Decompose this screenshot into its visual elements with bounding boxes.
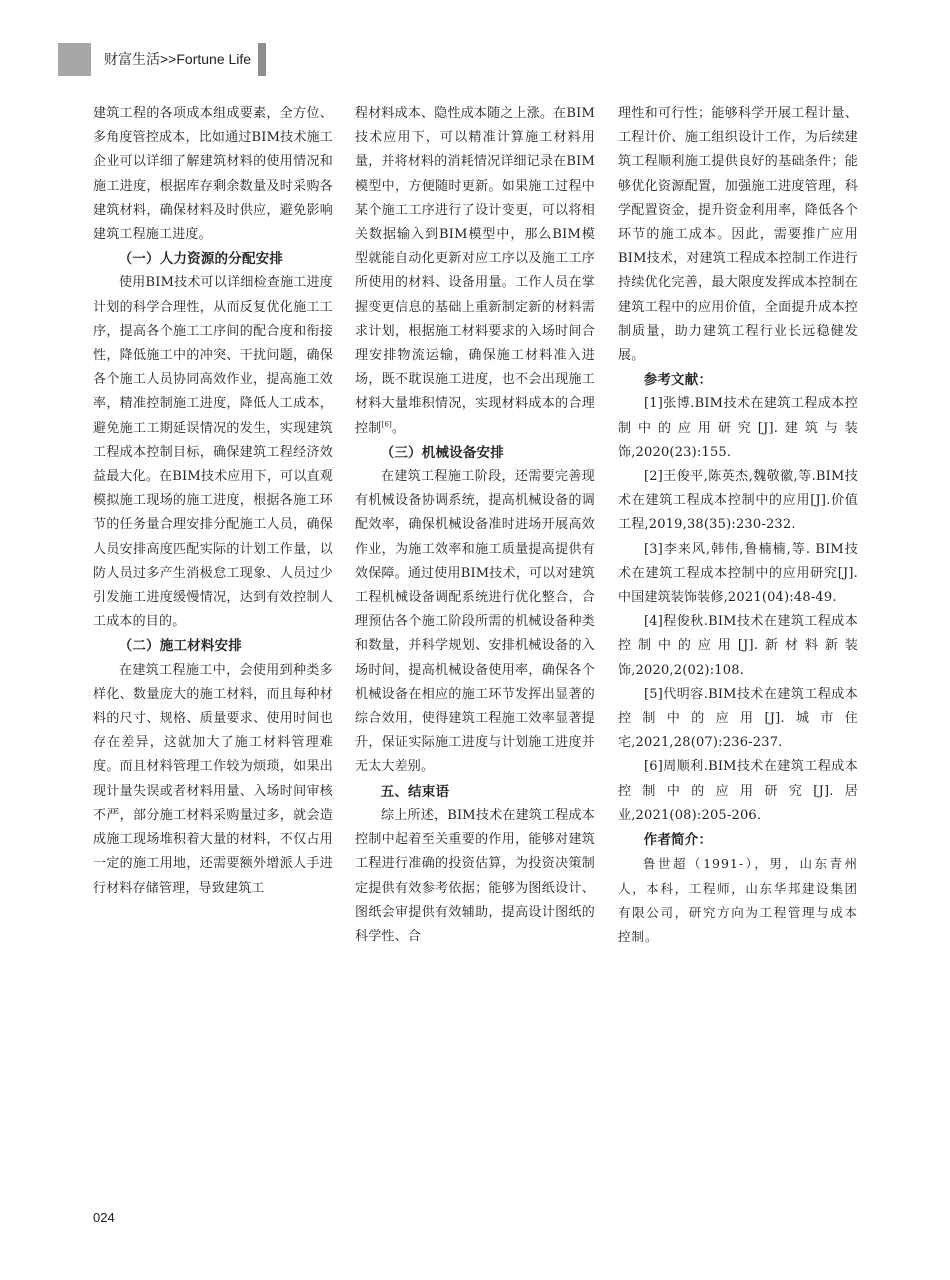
column-2 [355, 102, 595, 949]
author-bio: 鲁世超（1991-），男，山东青州人，本科，工程师，山东华邦建设集团有限公司，研究方向为工程管理与成本控制。 [618, 856, 858, 944]
paragraph: 理性和可行性；能够科学开展工程计量、工程计价、施工组织设计工作，为后续建筑工程顺利施工提供良好的基础条件；能够优化资源配置，加强施工进度管理，科学配置资金，提升资金利用率，降低各个环节的施工成本。因此，需要推广应用BIM技术，对建筑工程成本控制工作进行持续优化完善，最大限度发挥成本控制在建筑工程中的应用价值，全面提升成本控制质量，助力建筑工程行业长远稳健发展。 [618, 106, 858, 364]
reference-item: [3]李来风,韩伟,鲁楠楠,等. BIM技术在建筑工程成本控制中的应用研究[J].中国建筑装饰装修,2021(04):48-49. [618, 541, 858, 606]
reference-item: [5]代明容.BIM技术在建筑工程成本控制中的应用[J].城市住宅,2021,28(07):236-237. [618, 686, 858, 751]
paragraph-end: 。 [391, 420, 406, 436]
paragraph: 使用BIM技术可以详细检查施工进度计划的科学合理性，从而反复优化施工工序，提高各个施工工序间的配合度和衔接性，降低施工中的冲突、干扰问题，确保各个施工人员协同高效作业，提高施工效率，精准控制施工进度，降低人工成本，避免施工工期延误情况的发生，实现建筑工程成本控制目标，确保建筑工程经济效益最大化。在BIM技术应用下，可以直观模拟施工现场的施工进度，根据各施工环节的任务量合理安排分配施工人员，确保人员安排高度匹配实际的计划工作量，以防人员过多产生消极怠工现象、人员过少引发施工进度缓慢情况，达到有效控制人工成本的目的。 [93, 275, 333, 630]
author-bio-heading: 作者简介： [643, 832, 713, 849]
subsection-heading: （三）机械设备安排 [380, 444, 504, 460]
paragraph [355, 102, 595, 441]
reference-item: [2]王俊平,陈英杰,魏敬徽,等.BIM技术在建筑工程成本控制中的应用[J].价值工程,2019,38(35):230-232. [618, 469, 858, 533]
paragraph: 在建筑工程施工中，会使用到种类多样化、数量庞大的施工材料，而且每种材料的尺寸、规格、质量要求、使用时间也存在差异，这就加大了施工材料管理难度。而且材料管理工作较为烦琐，如果出现计量失误或者材料用量、入场时间审核不严，部分施工材料采购量过多，就会造成施工现场堆积着大量的材料，不仅占用一定的施工用地，还需要额外增派人手进行材料存储管理，导致建筑工 [93, 662, 333, 896]
header-gray-block [58, 43, 91, 76]
section-heading: 五、结束语 [380, 783, 450, 800]
column-1 [93, 102, 333, 901]
paragraph: 在建筑工程施工阶段，还需要完善现有机械设备协调系统，提高机械设备的调配效率，确保机械设备准时进场开展高效作业，为施工效率和施工质量提高提供有效保障。通过使用BIM技术，可以对建筑工程机械设备调配系统进行优化整合，合理预估各个施工阶段所需的机械设备种类和数量，并科学规划、安排机械设备的入场时间，提高机械设备使用率，确保各个机械设备在相应的施工环节发挥出显著的综合效用，使得建筑工程施工效率显著提升，保证实际施工进度与计划施工进度并无太大差别。 [355, 469, 595, 775]
running-title: 财富生活>>Fortune Life [104, 51, 252, 67]
reference-item: [4]程俊秋.BIM技术在建筑工程成本控制中的应用[J].新材料新装饰,2020,2(02):108. [618, 614, 858, 678]
paragraph: 综上所述，BIM技术在建筑工程成本控制中起着至关重要的作用，能够对建筑工程进行准确的投资估算，为投资决策制定提供有效参考依据；能够为图纸设计、图纸会审提供有效辅助，提高设计图纸的科学性、合 [355, 807, 595, 944]
references-heading: 参考文献： [643, 372, 713, 389]
reference-item: [1]张博.BIM技术在建筑工程成本控制中的应用研究[J].建筑与装饰,2020(23):155. [618, 396, 858, 460]
paragraph: 建筑工程的各项成本组成要素，全方位、多角度管控成本，比如通过BIM技术施工企业可以详细了解建筑材料的使用情况和施工进度，根据库存剩余数量及时采购各建筑材料，确保材料及时供应，避免影响建筑工程施工进度。 [93, 106, 333, 243]
citation-mark: [6] [381, 420, 392, 429]
page-number: 024 [93, 1210, 115, 1225]
paragraph-text: 程材料成本、隐性成本随之上涨。在BIM技术应用下，可以精准计算施工材料用量，并将材料的消耗情况详细记录在BIM模型中，方便随时更新。如果施工过程中某个施工工序进行了设计变更，可以将相关数据输入到BIM模型中，那么BIM模型就能自动化更新对应工序以及施工工序所使用的材料、设备用量。工作人员在掌握变更信息的基础上重新制定新的材料需求计划，根据施工材料要求的入场时间合理安排物流运输，确保施工材料准入进场，既不耽误施工进度，也不会出现施工材料大量堆积情况，实现材料成本的合理控制 [355, 106, 595, 436]
reference-item: [6]周顺利.BIM技术在建筑工程成本控制中的应用研究[J].居业,2021(08):205-206. [618, 759, 858, 823]
header-bar [258, 43, 266, 76]
column-3 [618, 102, 858, 949]
subsection-heading: （二）施工材料安排 [118, 638, 242, 654]
subsection-heading: （一）人力资源的分配安排 [118, 251, 284, 267]
